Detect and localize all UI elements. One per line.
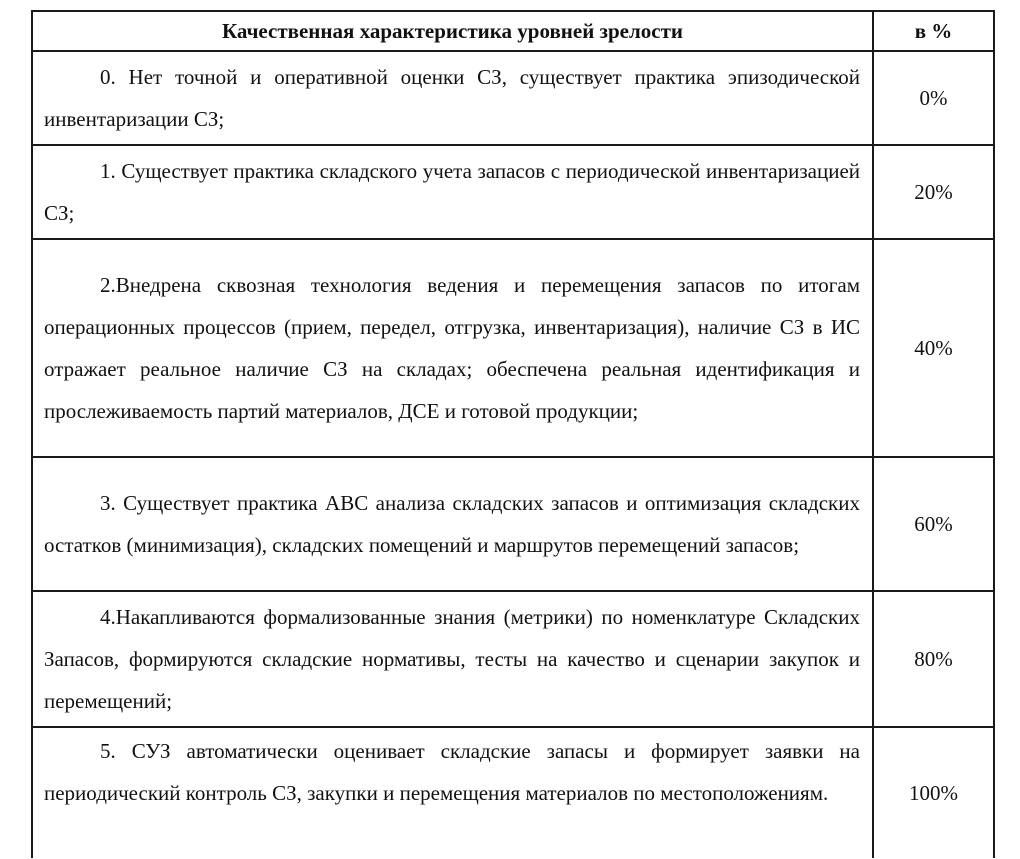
level-description: 0. Нет точной и оперативной оценки СЗ, существует практика эпизодической инвентаризации СЗ; [32,51,873,145]
table-row [32,457,994,591]
level-description: 4.Накапливаются формализованные знания (метрики) по номенклатуре Складских Запасов, формируются складские нормативы, тесты на качество и сценарии закупок и перемещений; [32,591,873,727]
table-row [32,145,994,239]
table-row [32,591,994,727]
level-percent: 80% [873,591,994,727]
level-percent: 40% [873,239,994,457]
level-percent: 20% [873,145,994,239]
level-description: 1. Существует практика складского учета запасов с периодической инвентаризацией СЗ; [32,145,873,239]
maturity-levels-table [31,10,995,858]
table-header-row [32,11,994,51]
table-row [32,239,994,457]
level-percent: 60% [873,457,994,591]
header-percent: в % [873,11,994,51]
table-row [32,51,994,145]
level-percent: 100% [873,727,994,858]
table-row [32,727,994,858]
level-description: 3. Существует практика ABC анализа складских запасов и оптимизация складских остатков (минимизация), складских помещений и маршрутов перемещений запасов; [32,457,873,591]
level-description: 5. СУЗ автоматически оценивает складские запасы и формирует заявки на периодический контроль СЗ, закупки и перемещения материалов по местоположениям. [32,727,873,858]
header-characteristic: Качественная характеристика уровней зрелости [32,11,873,51]
level-description: 2.Внедрена сквозная технология ведения и перемещения запасов по итогам операционных процессов (прием, передел, отгрузка, инвентаризация), наличие СЗ в ИС отражает реальное наличие СЗ на складах; обеспечена реальная идентификация и прослеживаемость партий материалов, ДСЕ и готовой продукции; [32,239,873,457]
level-percent: 0% [873,51,994,145]
